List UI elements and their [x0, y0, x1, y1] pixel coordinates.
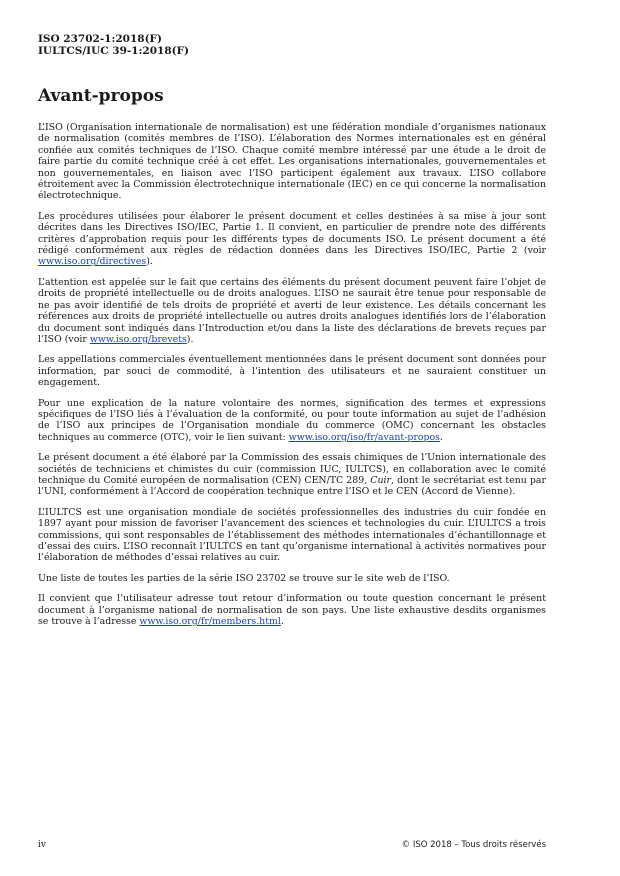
- standard-number: ISO 23702-1:2018(F): [38, 33, 162, 45]
- paragraph-3: [38, 277, 546, 345]
- paragraph-5-text: Pour une explication de la nature volontaire des normes, signification des termes et expressions spécifiques de l’ISO liés à l’évaluation de la conformité, ou pour toute information au sujet de l’adhésion de l’ISO aux principes de l’Organisation mondiale du commerce (OMC) concernant les obstacles techniques au commerce (OTC), voir le lien suivant:: [38, 397, 546, 443]
- document-body: [38, 122, 546, 636]
- paragraph-9-end: .: [280, 616, 284, 628]
- paragraph-3-end: ).: [186, 333, 194, 345]
- copyright-notice: © ISO 2018 – Tous droits réservés: [401, 840, 546, 850]
- paragraph-8: Une liste de toutes les parties de la série ISO 23702 se trouve sur le site web de l’ISO.: [38, 572, 450, 584]
- paragraph-7: L’IULTCS est une organisation mondiale de sociétés professionnelles des industries du cuir fondée en 1897 ayant pour mission de favoriser l’avancement des sciences et technologies du cuir. L’IULTCS a trois commissions, qui sont responsables de l’établissement des méthodes internationales d’échantillonnage et d’essai des cuirs. L’ISO reconnaît l’IULTCS en tant qu’organisme international à activités normatives pour l’élaboration de méthodes d’essai relatives au cuir.: [38, 506, 546, 564]
- paragraph-9: [38, 593, 546, 627]
- paragraph-4: Les appellations commerciales éventuellement mentionnées dans le présent document sont données pour information, par souci de commodité, à l’intention des utilisateurs et ne sauraient constituer un engagement.: [38, 354, 546, 389]
- paragraph-6-text-a: Le présent document a été élaboré par la Commission des essais chimiques de l’Union internationale des sociétés de techniciens et chimistes du cuir (commission IUC, IULTCS), en collaboration avec le comité technique du Comité européen de normalisation (CEN) CEN/TC 289,: [38, 452, 546, 486]
- paragraph-2-end: ).: [146, 256, 153, 268]
- page-number: iv: [38, 840, 46, 850]
- paragraph-2-text: Les procédures utilisées pour élaborer le présent document et celles destinées à sa mise à jour sont décrites dans les Directives ISO/IEC, Partie 1. Il convient, en particulier de prendre note des différents critères d’approbation requis pour les différents types de documents ISO. Le présent document a été rédigé conformément aux règles de rédaction données dans les Directives ISO/IEC, Partie 2 (voir: [38, 210, 546, 257]
- paragraph-6-text-b: , dont le secrétariat est tenu par l’UNI, conformément à l’Accord de coopération technique entre l’ISO et le CEN (Accord de Vienne).: [38, 474, 546, 498]
- paragraph-2: [38, 211, 546, 268]
- paragraph-6: [38, 452, 546, 498]
- avant-propos-link[interactable]: www.iso.org/iso/fr/avant-propos: [288, 431, 440, 443]
- paragraph-5: [38, 398, 546, 444]
- paragraph-3-text: L’attention est appelée sur le fait que certains des éléments du présent document peuvent faire l’objet de droits de propriété intellectuelle ou de droits analogues. L’ISO ne saurait être tenue pour responsable de ne pas avoir identifié de tels droits de propriété et averti de leur existence. Les détails concernant les références aux droits de propriété intellectuelle ou autres droits analogues identifiés lors de l’élaboration du document sont indiqués dans l’Introduction et/ou dans la liste des déclarations de brevets reçues par l’ISO (voir: [38, 276, 546, 345]
- paragraph-6-italic: Cuir: [370, 474, 391, 486]
- directives-link[interactable]: www.iso.org/directives: [38, 256, 147, 268]
- page-title: Avant-propos: [38, 86, 164, 106]
- document-header: [38, 33, 189, 57]
- iultcs-number: IULTCS/IUC 39-1:2018(F): [38, 45, 190, 57]
- paragraph-1: L’ISO (Organisation internationale de normalisation) est une fédération mondiale d’organismes nationaux de normalisation (comités membres de l’ISO). L’élaboration des Normes internationales est en général confiée aux comités techniques de l’ISO. Chaque comité membre intéressé par une étude a le droit de faire partie du comité technique créé à cet effet. Les organisations internationales, gouvernementales et non gouvernementales, en liaison avec l’ISO participent également aux travaux. L’ISO collabore étroitement avec la Commission électrotechnique internationale (IEC) en ce qui concerne la normalisation électrotechnique.: [38, 122, 546, 202]
- members-link[interactable]: www.iso.org/fr/members.html: [139, 616, 281, 628]
- paragraph-5-end: .: [439, 431, 443, 443]
- brevets-link[interactable]: www.iso.org/brevets: [89, 333, 187, 345]
- paragraph-9-text: Il convient que l’utilisateur adresse tout retour d’information ou toute question concernant le présent document à l’organisme national de normalisation de son pays. Une liste exhaustive desdits organismes se trouve à l’adresse: [38, 593, 546, 628]
